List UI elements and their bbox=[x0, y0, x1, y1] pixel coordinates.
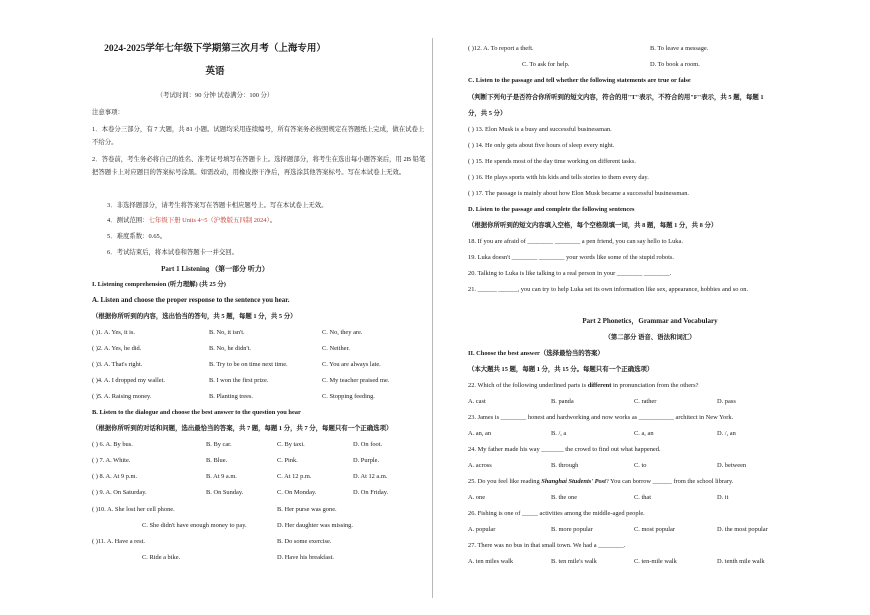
notice-4: 4．测试范围：七年级下册 Units 4~5（沪教版五四制 2024）。 bbox=[107, 217, 277, 224]
option-d: D. the most popular bbox=[717, 526, 768, 533]
question-20: 20. Talking to Luka is like talking to a real person in your ________ ________. bbox=[468, 270, 672, 277]
option-d: D. between bbox=[717, 462, 747, 469]
option-b: B. the one bbox=[551, 494, 578, 501]
question-27: 27. There was no bus in that small town. We had a ________. bbox=[468, 542, 626, 549]
option-b: B. To leave a message. bbox=[650, 45, 709, 52]
option-c: C. ten-mile walk bbox=[634, 558, 677, 565]
option-d: D. tenth mile walk bbox=[717, 558, 765, 565]
option-d: D. To book a room. bbox=[650, 61, 700, 68]
option-d: D. it bbox=[717, 494, 729, 501]
option-b: B. No, he didn't. bbox=[209, 345, 251, 352]
part2-subheading: （第二部分 语音、语法和词汇） bbox=[604, 334, 696, 341]
section-d-note: （根据你所听到的短文内容填入空格，每个空格限填一词，共 8 题，每题 1 分，共 8 分） bbox=[468, 222, 718, 229]
question-13: ( ) 13. Elon Musk is a busy and successful businessman. bbox=[468, 126, 612, 133]
question-9: ( ) 9. A. On Saturday. bbox=[92, 489, 147, 496]
notice-2: 2．答卷前，考生务必将自己的姓名、准考证号填写在答题卡上。选择题部分，将考生在选出每小题答案后，用 2B 铅笔把答题卡上对应题目的答案标号涂黑。如需改动，用橡皮擦干净后，再选涂其他答案标号。写在本试卷上无效。 bbox=[92, 156, 426, 176]
option-a: A. one bbox=[468, 494, 486, 501]
exam-info: （考试时间：90 分钟 试卷满分：100 分） bbox=[156, 92, 274, 99]
section-a-note: （根据你所听到的内容，选出恰当的答句，共 5 题，每题 1 分，共 5 分） bbox=[92, 313, 297, 320]
question-1: ( )1. A. Yes, it is. bbox=[92, 329, 135, 336]
section-a-heading: A. Listen and choose the proper response to the sentence you hear. bbox=[92, 296, 290, 304]
option-b: B. more popular bbox=[551, 526, 593, 533]
question-3: ( )3. A. That's right. bbox=[92, 361, 143, 368]
option-c: C. to bbox=[634, 462, 647, 469]
option-c: C. By taxi. bbox=[277, 441, 305, 448]
exam-title: 2024-2025学年七年级下学期第三次月考（上海专用） bbox=[104, 44, 326, 54]
notice-3: 3．非选择题部分，请考生将答案写在答题卡相应题号上。写在本试卷上无效。 bbox=[107, 202, 328, 209]
option-c: C. Ride a bike. bbox=[142, 554, 181, 561]
option-d: D. On Friday. bbox=[353, 489, 389, 496]
question-21: 21. ______ ______, you can try to help Luka set its own information like sex, appearance, hobbies and so on. bbox=[468, 286, 749, 293]
option-b: B. Try to be on time next time. bbox=[209, 361, 288, 368]
option-c: C. No, they are. bbox=[322, 329, 363, 336]
question-25: 25. Do you feel like reading Shanghai Students' Post? You can borrow ______ from the school library. bbox=[468, 478, 734, 485]
question-18: 18. If you are afraid of ________ ________ a pen friend, you can say hello to Luka. bbox=[468, 238, 683, 245]
notice-6: 6．考试结束后，将本试卷和答题卡一并交回。 bbox=[107, 249, 239, 256]
question-14: ( ) 14. He only gets about five hours of sleep every night. bbox=[468, 142, 615, 149]
option-c: C. most popular bbox=[634, 526, 676, 533]
page-divider bbox=[432, 38, 433, 598]
question-26: 26. Fishing is one of _____ activities among the middle-aged people. bbox=[468, 510, 645, 517]
question-4: ( )4. A. I dropped my wallet. bbox=[92, 377, 165, 384]
section-b-heading: B. Listen to the dialogue and choose the best answer to the question you hear bbox=[92, 409, 301, 416]
option-b: B. Do some exercise. bbox=[277, 538, 332, 545]
option-b: B. By car. bbox=[206, 441, 232, 448]
option-c: C. You are always late. bbox=[322, 361, 381, 368]
option-c: C. rather bbox=[634, 398, 657, 405]
question-6: ( ) 6. A. By bus. bbox=[92, 441, 133, 448]
option-c: C. My teacher praised me. bbox=[322, 377, 390, 384]
notice-5: 5．难度系数：0.65。 bbox=[107, 233, 167, 240]
option-d: D. pass bbox=[717, 398, 736, 405]
question-12: ( )12. A. To report a theft. bbox=[468, 45, 534, 52]
left-page bbox=[0, 0, 430, 615]
option-c: C. Neither. bbox=[322, 345, 350, 352]
question-23: 23. James is ________ honest and hardworking and now works as ___________ architect in New York. bbox=[468, 414, 734, 421]
question-2: ( )2. A. Yes, he did. bbox=[92, 345, 142, 352]
option-d: D. Purple. bbox=[353, 457, 380, 464]
option-c: C. that bbox=[634, 494, 652, 501]
option-c: C. Pink. bbox=[277, 457, 298, 464]
question-17: ( ) 17. The passage is mainly about how Elon Musk became a successful businessman. bbox=[468, 190, 690, 197]
option-b: B. Her purse was gone. bbox=[277, 506, 337, 513]
notice-1: 1．本卷分三部分，有 7 大题，共 81 小题。试题均采用连续编号，所有答案务必按照规定在答题纸上完成，做在试卷上不给分。 bbox=[92, 126, 425, 146]
option-b: B. No, it isn't. bbox=[209, 329, 245, 336]
question-22: 22. Which of the following underlined parts is different in pronunciation from the others? bbox=[468, 382, 699, 389]
option-c: C. On Monday. bbox=[277, 489, 317, 496]
option-c: C. a, an bbox=[634, 430, 654, 437]
question-16: ( ) 16. He plays sports with his kids and tells stories to them every day. bbox=[468, 174, 649, 181]
section-b-note: （根据你所听到的对话和问题，选出最恰当的答案，共 7 题，每题 1 分，共 7 分，每题只有一个正确选项） bbox=[92, 425, 393, 432]
question-5: ( )5. A. Raising money. bbox=[92, 393, 152, 400]
right-page bbox=[435, 0, 865, 615]
option-d: D. /, an bbox=[717, 430, 736, 437]
question-10: ( )10. A. She lost her cell phone. bbox=[92, 506, 175, 513]
option-a: A. ten miles walk bbox=[468, 558, 514, 565]
question-11: ( )11. A. Have a rest. bbox=[92, 538, 145, 545]
option-b: B. ten mile's walk bbox=[551, 558, 597, 565]
section-ii-note: （本大题共 15 题，每题 1 分，共 15 分。每题只有一个正确选项） bbox=[468, 366, 654, 373]
section-i-heading: I. Listening comprehension (听力理解) (共 25 分) bbox=[92, 281, 226, 288]
question-7: ( ) 7. A. White. bbox=[92, 457, 131, 464]
subject-title: 英语 bbox=[205, 67, 225, 77]
option-a: A. an, an bbox=[468, 430, 492, 437]
option-b: B. Planting trees. bbox=[209, 393, 254, 400]
section-ii-heading: II. Choose the best answer（选择最恰当的答案） bbox=[468, 350, 604, 357]
section-c-note-1: （判断下列句子是否符合你所听到的短文内容，符合的用"T"表示，不符合的用"F"表示，共 5 题，每题 1 bbox=[468, 94, 764, 101]
option-c: C. To ask for help. bbox=[522, 61, 570, 68]
option-c: C. Stopping feeding. bbox=[322, 393, 375, 400]
option-b: B. I won the first prize. bbox=[209, 377, 269, 384]
option-b: B. On Sunday. bbox=[206, 489, 244, 496]
section-c-heading: C. Listen to the passage and tell whether the following statements are true or false bbox=[468, 77, 691, 84]
option-b: B. /, a bbox=[551, 430, 567, 437]
option-a: A. popular bbox=[468, 526, 496, 533]
question-19: 19. Luka doesn't ________ ________ your words like some of the stupid robots. bbox=[468, 254, 674, 261]
option-d: D. At 12 a.m. bbox=[353, 473, 388, 480]
notice-title: 注意事项： bbox=[92, 109, 124, 116]
option-b: B. Blue. bbox=[206, 457, 228, 464]
question-15: ( ) 15. He spends most of the day time working on different tasks. bbox=[468, 158, 636, 165]
section-c-note-2: 分，共 5 分） bbox=[468, 110, 507, 117]
question-24: 24. My father made his way _______ the crowd to find out what happened. bbox=[468, 446, 661, 453]
part1-heading: Part 1 Listening （第一部分 听力） bbox=[161, 265, 269, 273]
option-a: A. across bbox=[468, 462, 492, 469]
option-b: B. through bbox=[551, 462, 579, 469]
part2-heading: Part 2 Phonetics，Grammar and Vocabulary bbox=[582, 317, 718, 325]
section-d-heading: D. Listen to the passage and complete the following sentences bbox=[468, 206, 635, 213]
option-d: D. On foot. bbox=[353, 441, 383, 448]
option-a: A. cast bbox=[468, 398, 486, 405]
option-d: D. Her daughter was missing. bbox=[277, 522, 353, 529]
option-b: B. panda bbox=[551, 398, 574, 405]
option-b: B. At 9 a.m. bbox=[206, 473, 237, 480]
question-8: ( ) 8. A. At 9 p.m. bbox=[92, 473, 138, 480]
option-c: C. At 12 p.m. bbox=[277, 473, 312, 480]
option-c: C. She didn't have enough money to pay. bbox=[142, 522, 247, 529]
option-d: D. Have his breakfast. bbox=[277, 554, 334, 561]
